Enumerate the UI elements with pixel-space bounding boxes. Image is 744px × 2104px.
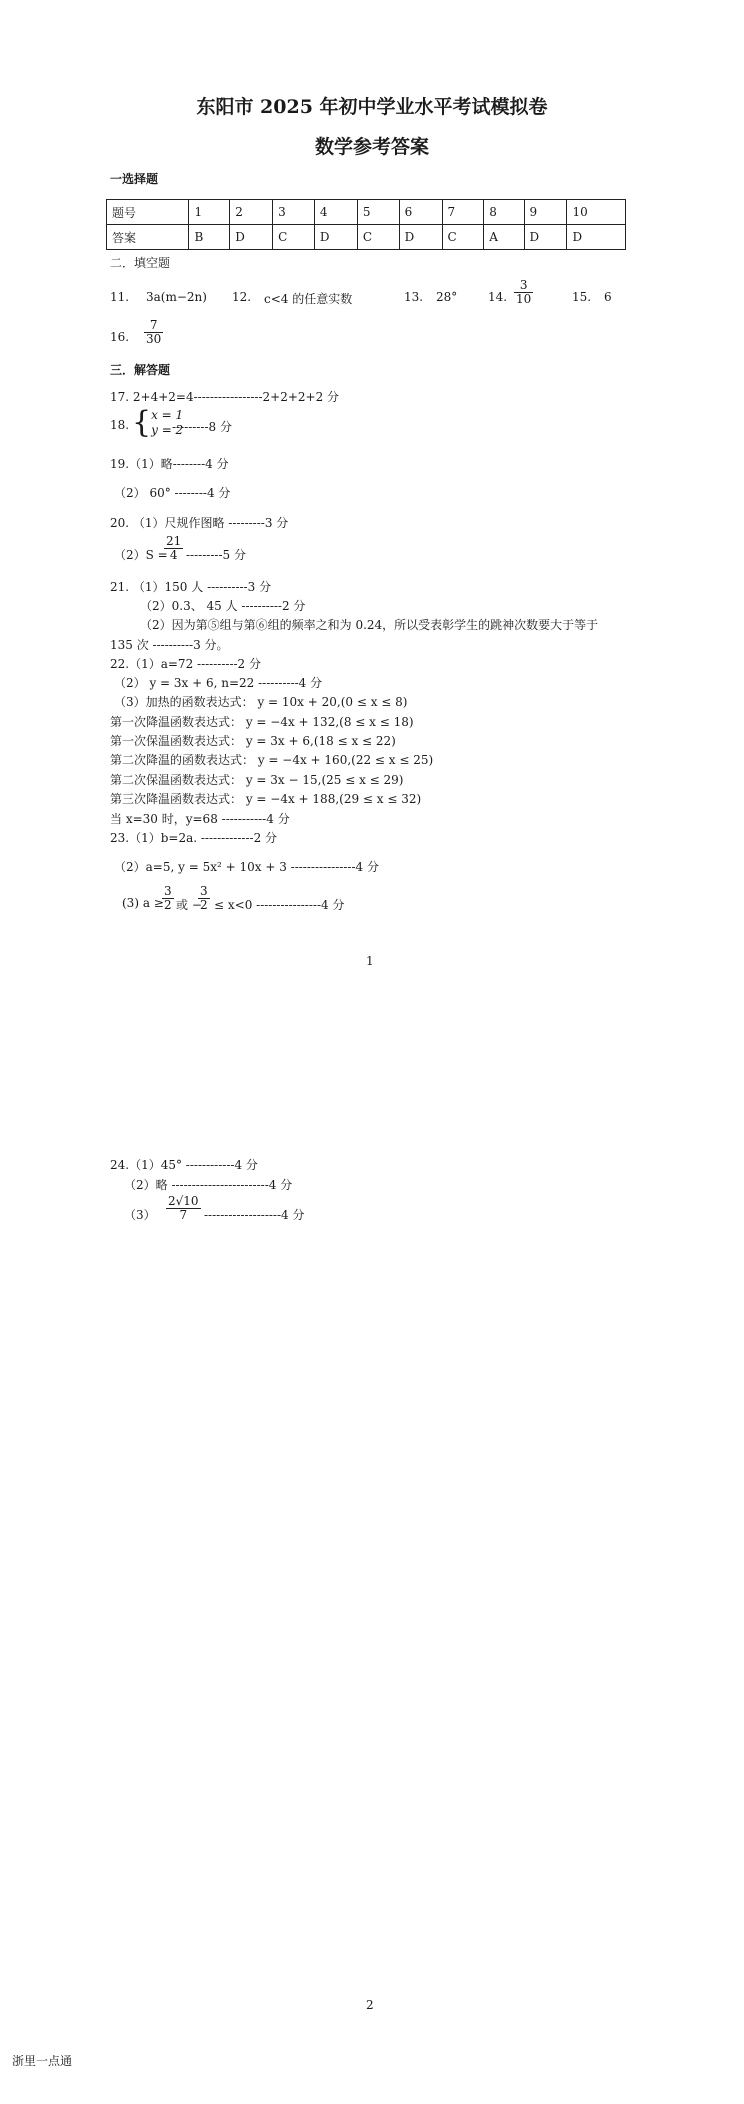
numerator: 2√10 [168, 1194, 199, 1208]
table-cell: D [524, 225, 567, 250]
table-cell: 8 [484, 200, 524, 225]
q14-fraction [512, 279, 535, 306]
equation-row: x = 1 [151, 408, 184, 422]
equation-row: y = 2 [151, 423, 184, 437]
q24-fraction [164, 1195, 203, 1222]
q21-part3-cont: 135 次 ----------3 分。 [110, 638, 229, 652]
section-fill-heading: 二．填空题 [110, 256, 171, 270]
numerator: 3 [164, 884, 172, 898]
q19-part2: （2） 60° --------4 分 [114, 486, 231, 500]
q23-fraction-2 [196, 885, 212, 912]
q14-number: 14. [488, 290, 508, 304]
denominator: 2 [200, 898, 208, 912]
q23-part2: （2）a=5, y = 5x² + 10x + 3 ----------------4 分 [114, 860, 379, 874]
table-cell: 7 [442, 200, 484, 225]
denominator: 10 [516, 292, 532, 306]
table-cell: B [189, 225, 230, 250]
q24-part3-prefix: （3） [124, 1208, 156, 1222]
q22-line4: 第一次降温函数表达式： y = −4x + 132,(8 ≤ x ≤ 18) [110, 715, 414, 729]
q19-part1: 19.（1）略--------4 分 [110, 457, 229, 471]
q15-number: 15. [572, 290, 592, 304]
q13-answer: 28° [436, 290, 458, 304]
q20-part2-prefix: （2）S = [114, 548, 168, 562]
table-cell: 题号 [107, 200, 189, 225]
q21-part3: （2）因为第⑤组与第⑥组的频率之和为 0.24，所以受表彰学生的跳神次数要大于等于 [140, 618, 599, 632]
q15-answer: 6 [604, 290, 612, 304]
table-cell: 6 [399, 200, 442, 225]
q23-part3-prefix: (3) a ≥ [122, 896, 164, 910]
q22-line7: 第二次保温函数表达式： y = 3x − 15,(25 ≤ x ≤ 29) [110, 773, 404, 787]
doc-subtitle: 数学参考答案 [314, 136, 429, 158]
table-cell: 4 [314, 200, 357, 225]
denominator: 4 [169, 548, 178, 562]
q16-fraction [142, 319, 165, 346]
q12-answer: c<4 的任意实数 [264, 292, 353, 306]
q22-line2: （2） y = 3x + 6, n=22 ----------4 分 [114, 676, 323, 690]
table-row [107, 225, 626, 250]
q20-part2-score: ---------5 分 [186, 548, 246, 562]
q20-fraction [162, 535, 185, 562]
doc-title: 东阳市 2025 年初中学业水平考试模拟卷 [196, 96, 548, 118]
table-cell: 3 [273, 200, 315, 225]
table-cell: C [442, 225, 484, 250]
q23-fraction-1 [160, 885, 176, 912]
table-cell: D [399, 225, 442, 250]
table-cell: 9 [524, 200, 567, 225]
table-row [107, 200, 626, 225]
q22-line1: 22.（1）a=72 ----------2 分 [110, 657, 262, 671]
q23-part3-score: ≤ x<0 ----------------4 分 [214, 898, 345, 912]
q24-part1: 24.（1）45° ------------4 分 [110, 1158, 258, 1172]
table-cell: 答案 [107, 225, 189, 250]
q16-number: 16. [110, 330, 130, 344]
q23-part1: 23.（1）b=2a. -------------2 分 [110, 831, 278, 845]
table-cell: D [230, 225, 273, 250]
denominator: 7 [179, 1208, 188, 1222]
q24-part2: （2）略 ------------------------4 分 [124, 1178, 293, 1192]
q20-part1: 20. （1）尺规作图略 ---------3 分 [110, 516, 289, 530]
q12-number: 12. [232, 290, 252, 304]
numerator: 3 [200, 884, 208, 898]
answer-table [106, 199, 626, 250]
table-cell: D [567, 225, 626, 250]
q11-answer: 3a(m−2n) [146, 290, 207, 304]
q22-line9: 当 x=30 时，y=68 -----------4 分 [110, 812, 290, 826]
denominator: 2 [164, 898, 172, 912]
section-solve-heading: 三．解答题 [110, 363, 171, 377]
footer-watermark: 浙里一点通 [12, 2054, 73, 2068]
table-cell: C [357, 225, 399, 250]
q21-part1: 21. （1）150 人 ----------3 分 [110, 580, 272, 594]
q22-line8: 第三次降温函数表达式： y = −4x + 188,(29 ≤ x ≤ 32) [110, 792, 422, 806]
numerator: 3 [514, 279, 533, 293]
page-number: 2 [366, 1998, 374, 2012]
q22-line3: （3）加热的函数表达式： y = 10x + 20,(0 ≤ x ≤ 8) [114, 695, 408, 709]
section-choice-heading: 一选择题 [110, 172, 159, 186]
numerator: 7 [144, 319, 163, 333]
q22-line6: 第二次降温的函数表达式： y = −4x + 160,(22 ≤ x ≤ 25) [110, 753, 434, 767]
table-cell: 5 [357, 200, 399, 225]
q17-line: 17. 2+4+2=4-----------------2+2+2+2 分 [110, 390, 340, 404]
left-brace-icon: { [132, 405, 152, 440]
table-cell: A [484, 225, 524, 250]
table-cell: C [273, 225, 315, 250]
q21-part2: （2）0.3、 45 人 ----------2 分 [140, 599, 306, 613]
numerator: 21 [166, 534, 182, 548]
q23-part3-mid: 或 − [176, 898, 202, 912]
table-cell: D [314, 225, 357, 250]
q18-score: ---------8 分 [172, 420, 232, 434]
page-number: 1 [366, 954, 374, 968]
q18-number: 18. [110, 418, 130, 432]
q22-line5: 第一次保温函数表达式： y = 3x + 6,(18 ≤ x ≤ 22) [110, 734, 396, 748]
q11-number: 11. [110, 290, 130, 304]
table-cell: 10 [567, 200, 626, 225]
denominator: 30 [146, 332, 162, 346]
table-cell: 1 [189, 200, 230, 225]
q24-part3-score: -------------------4 分 [204, 1208, 305, 1222]
table-cell: 2 [230, 200, 273, 225]
q13-number: 13. [404, 290, 424, 304]
